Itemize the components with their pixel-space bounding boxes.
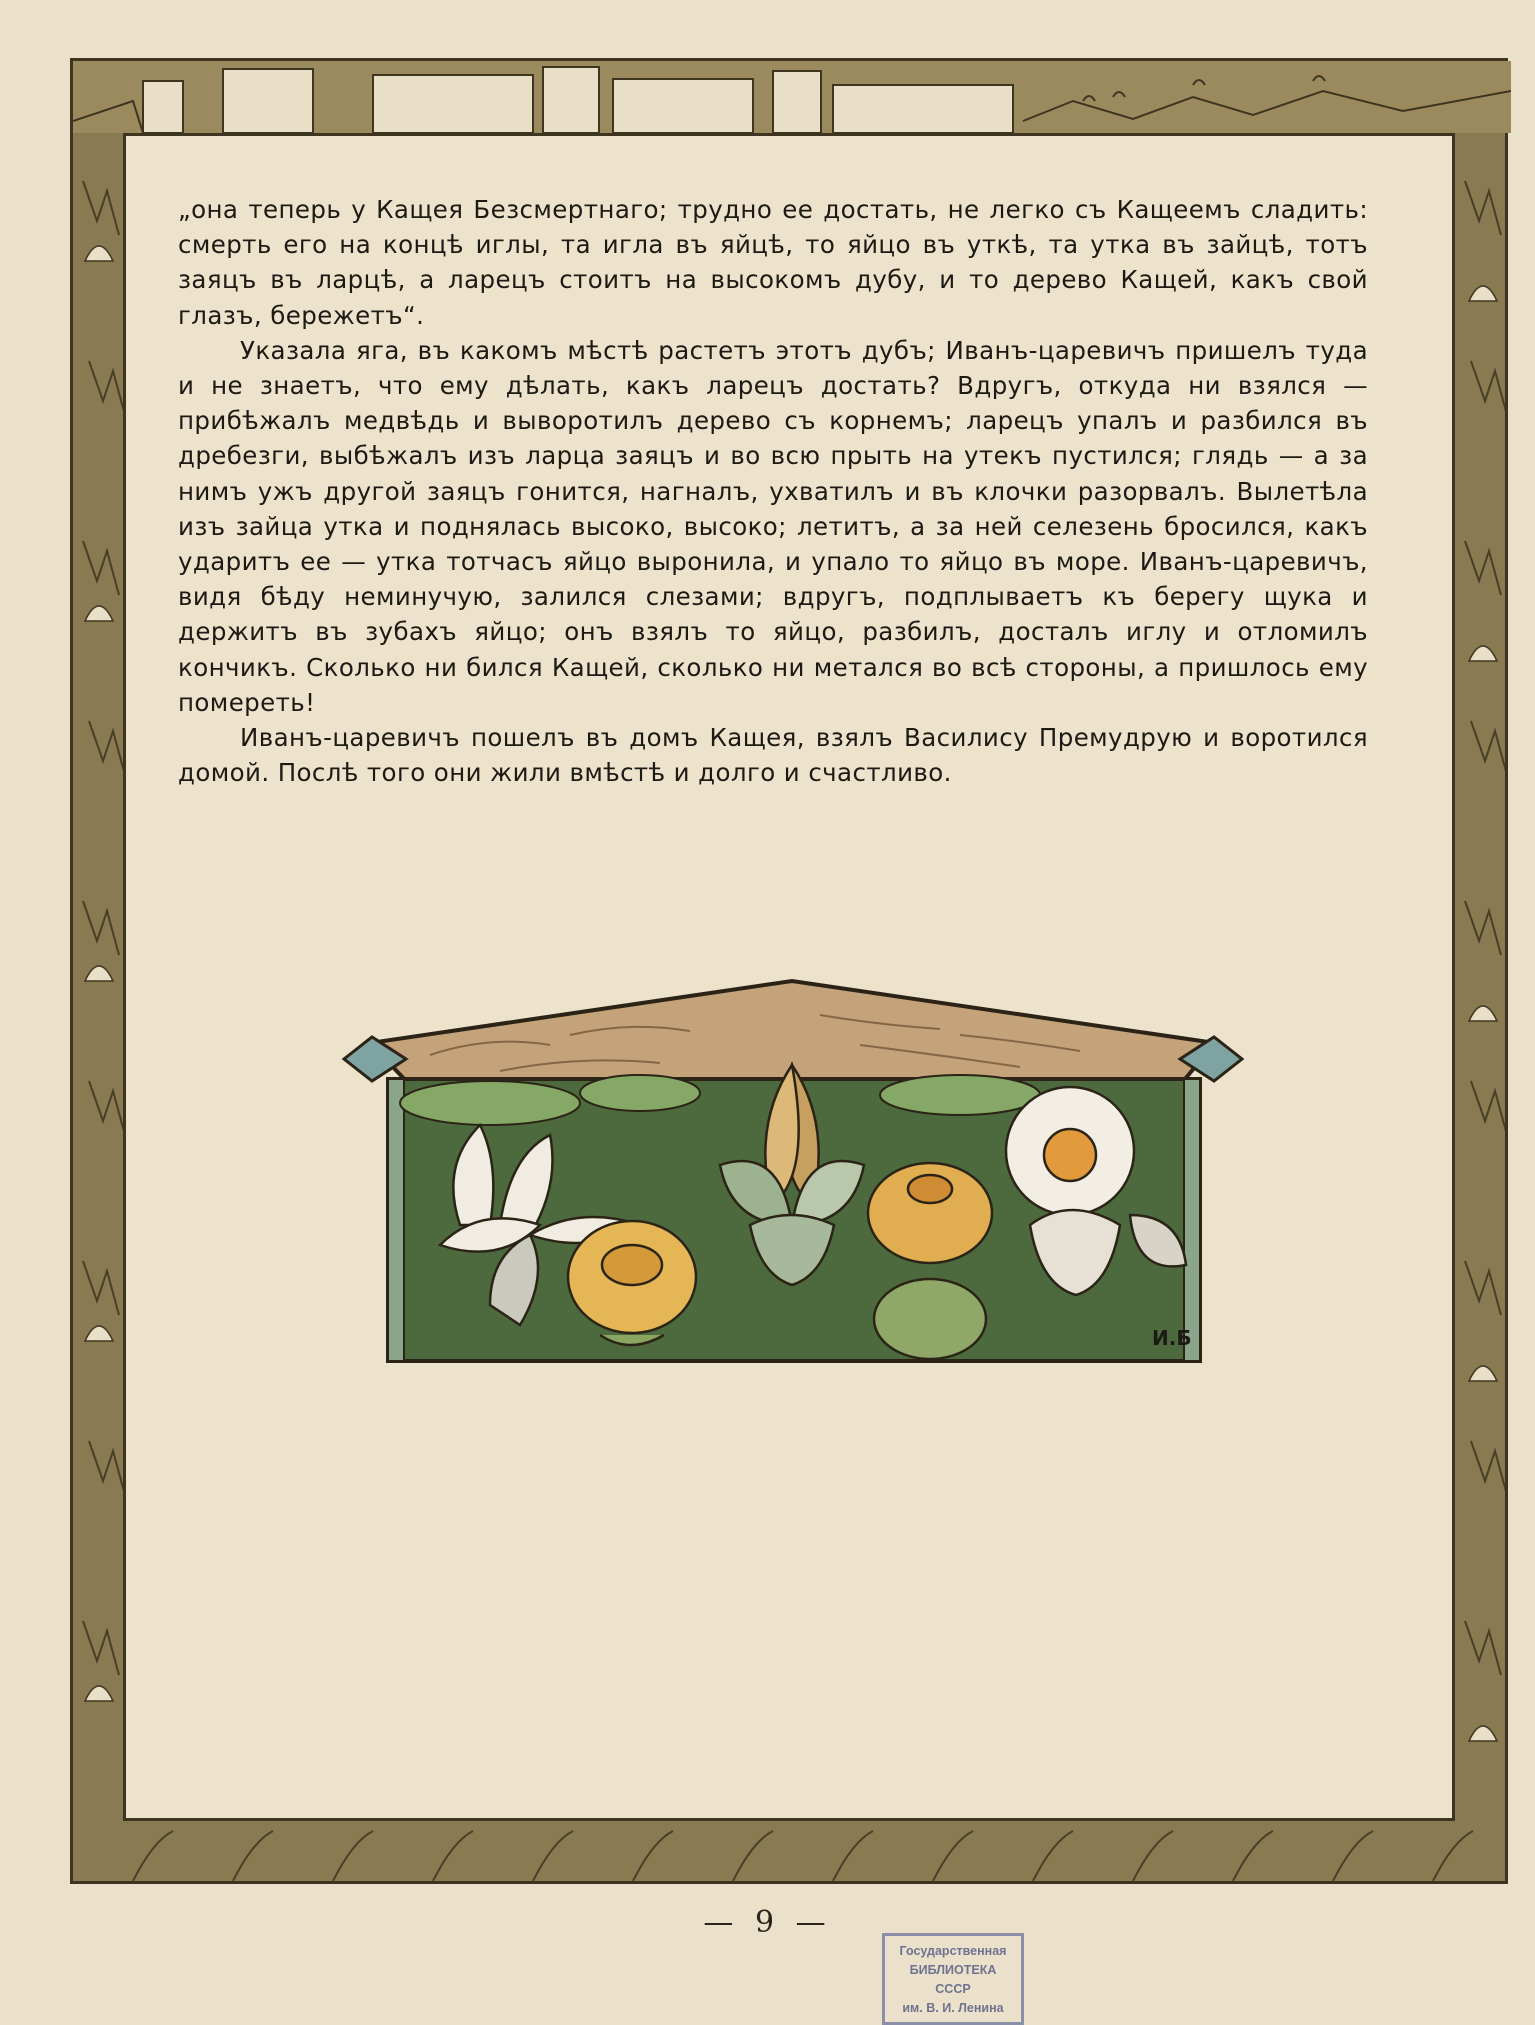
page-number: — 9 — — [703, 1905, 832, 1940]
stamp-line: им. В. И. Ленина — [902, 2001, 1004, 2015]
stamp-line: СССР — [935, 1982, 971, 1996]
library-stamp — [882, 1933, 1024, 2025]
stamp-line: Государственная — [899, 1944, 1007, 1958]
artist-monogram: И.Б — [1152, 1326, 1192, 1350]
paragraph-1: „она теперь у Кащея Безсмертнаго; трудно ее достать, не легко съ Кащеемъ сладить: смерть его на концѣ иглы, та игла въ яйцѣ, то яйцо въ уткѣ, та утка въ зайцѣ, тотъ заяцъ въ ларцѣ, а ларецъ стоитъ на высокомъ дубу, и то дерево Кащей, какъ свой глазъ, бережетъ“. — [178, 195, 1368, 330]
paragraph-3: Иванъ-царевичъ пошелъ въ домъ Кащея, взялъ Василису Премудрую и воротился домой. Послѣ того они жили вмѣстѣ и долго и счастливо. — [178, 723, 1368, 788]
stamp-line: БИБЛИОТЕКА — [909, 1963, 997, 1977]
story-text — [178, 192, 1368, 790]
water-lilies-illustration — [340, 975, 1245, 1370]
paragraph-2: Указала яга, въ какомъ мѣстѣ растетъ этотъ дубъ; Иванъ-царевичъ пришелъ туда и не знаетъ, что ему дѣлать, какъ ларецъ достать? Вдругъ, откуда ни взялся — прибѣжалъ медвѣдь и выворотилъ дерево съ корнемъ; ларецъ упалъ и разбился въ дребезги, выбѣжалъ изъ ларца заяцъ и во всю прыть на утекъ пустился; глядь — а за нимъ ужъ другой заяцъ гонится, нагналъ, ухватилъ и въ клочки разорвалъ. Вылетѣла изъ зайца утка и поднялась высоко, высоко; летитъ, а за ней селезень бросился, какъ ударитъ ее — утка тотчасъ яйцо выронила, и упало то яйцо въ море. Иванъ-царевичъ, видя бѣду неминучую, залился слезами; вдругъ, подплываетъ къ берегу щука и держитъ въ зубахъ яйцо; онъ взялъ то яйцо, разбилъ, досталъ иглу и отломилъ кончикъ. Сколько ни бился Кащей, сколько ни метался во всѣ стороны, а пришлось ему помереть! — [178, 335, 1368, 717]
